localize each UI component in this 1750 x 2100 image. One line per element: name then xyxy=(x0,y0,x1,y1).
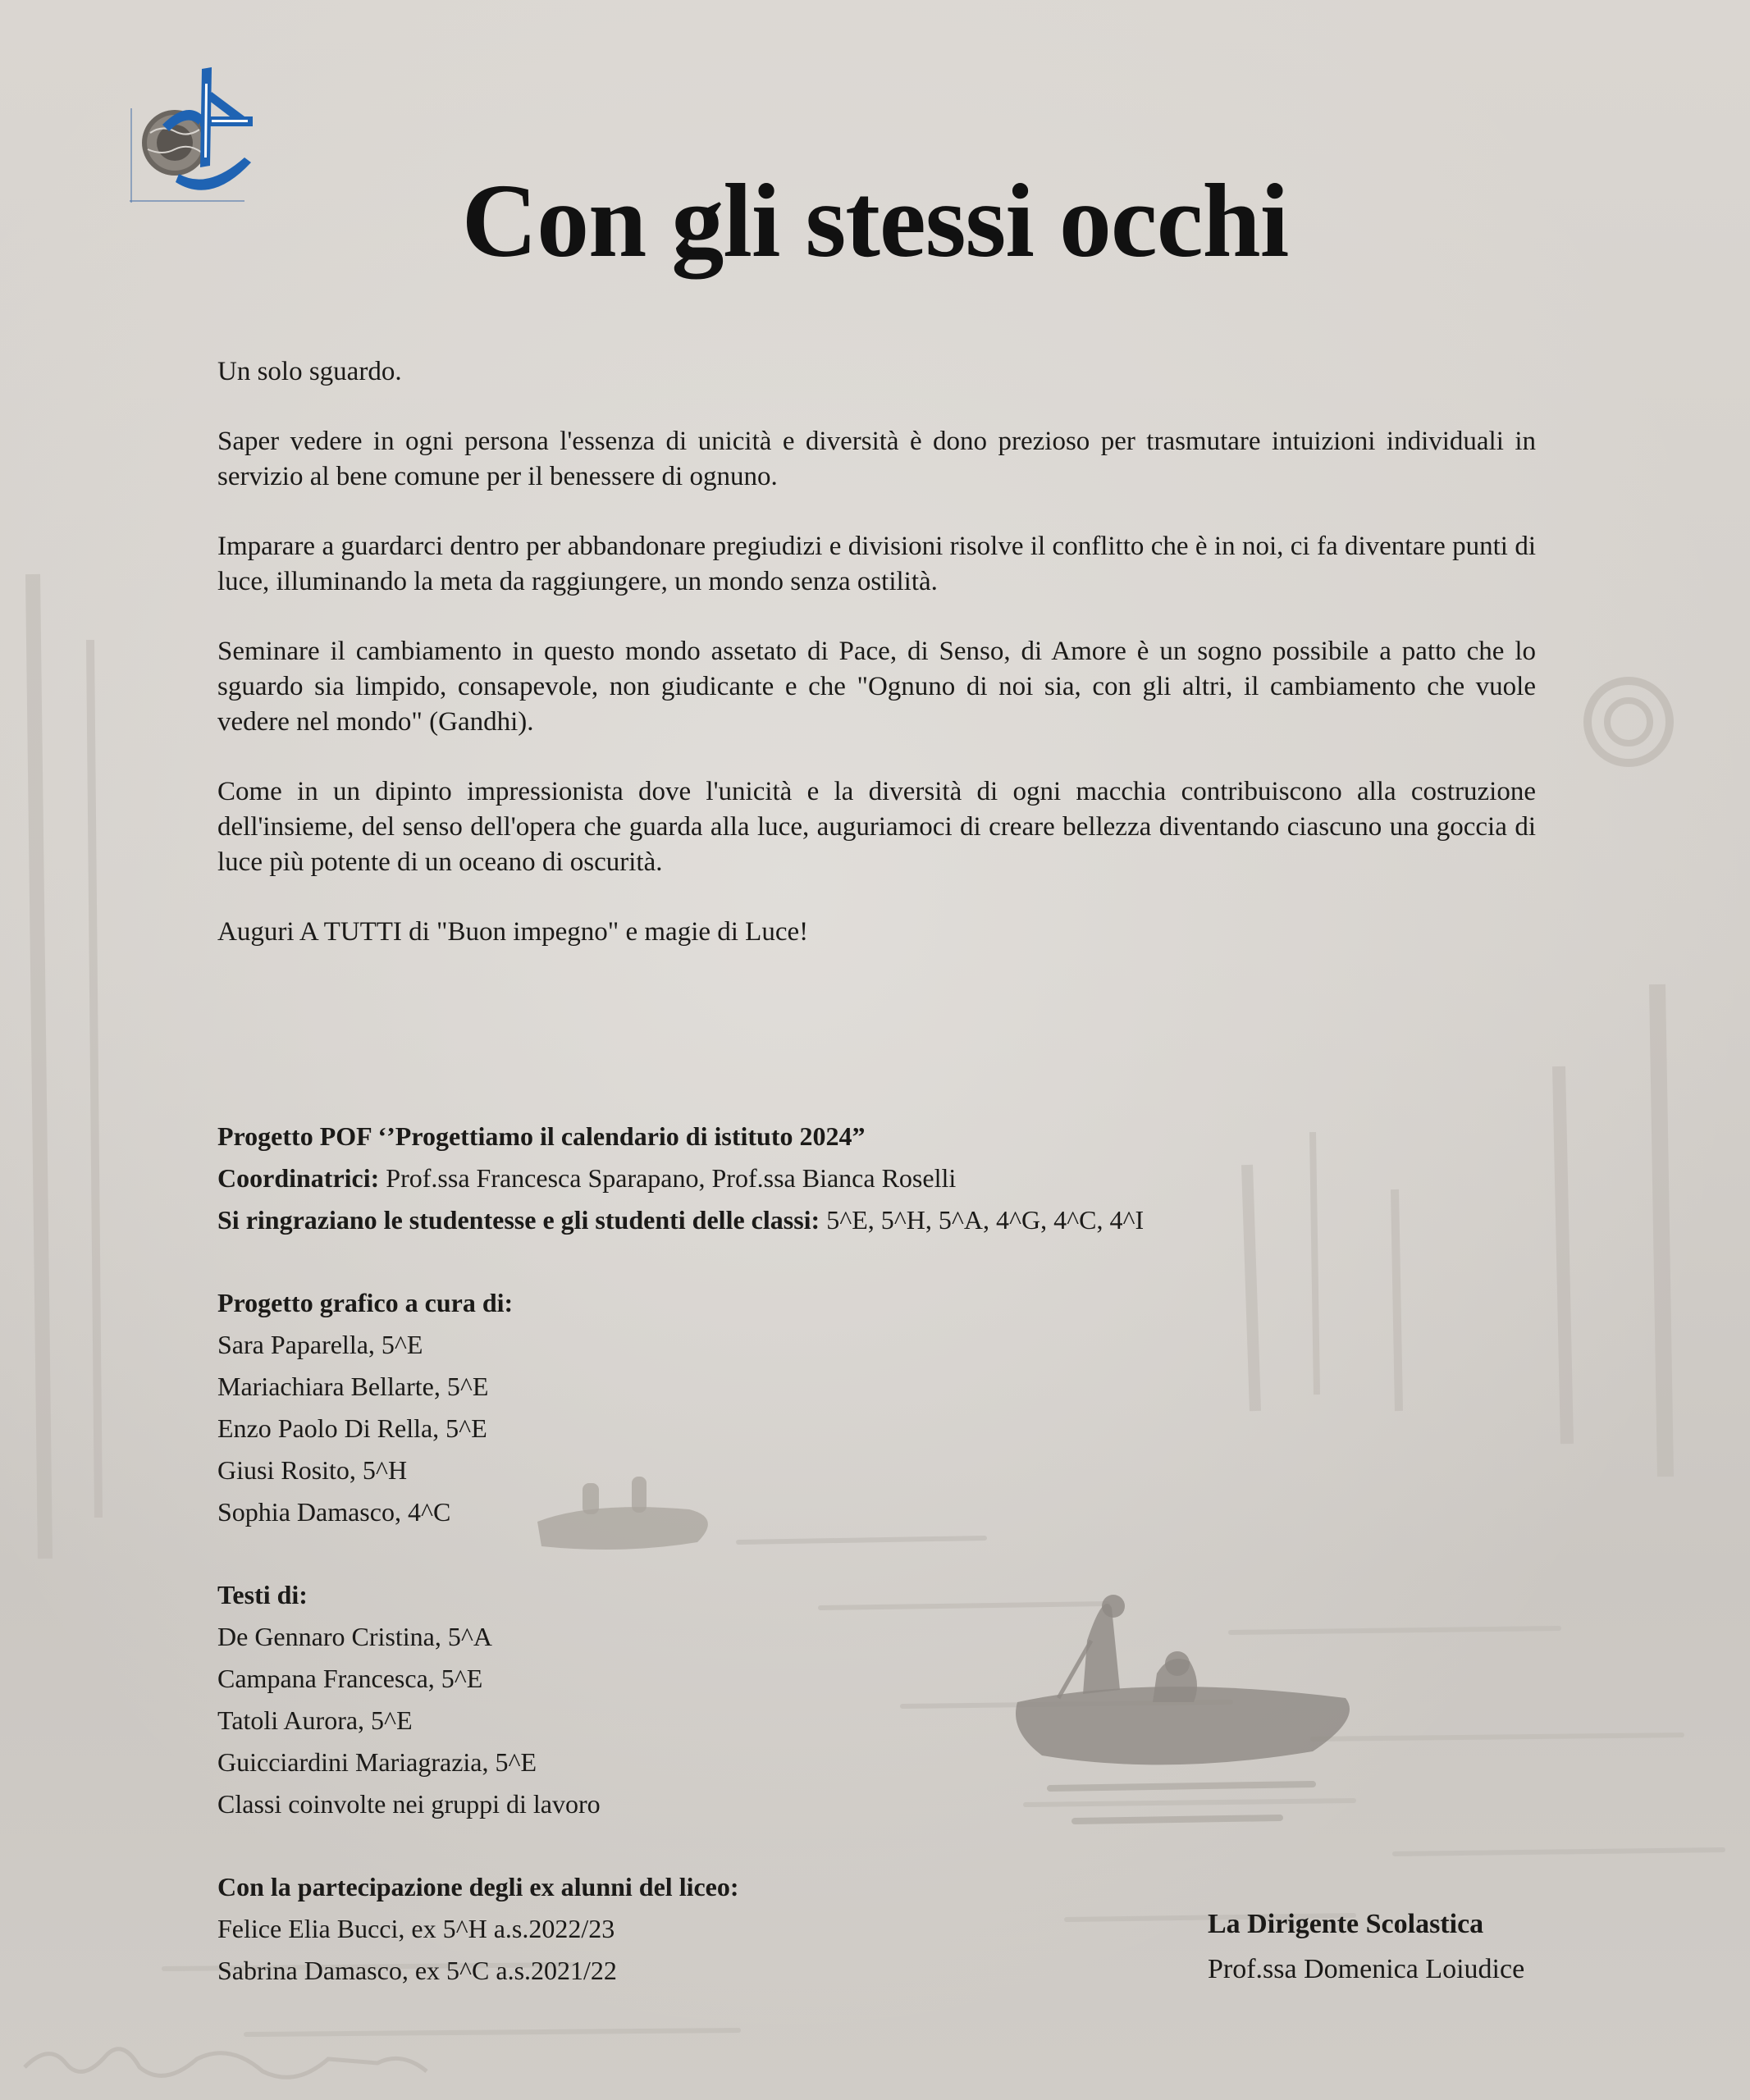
signature-role: La Dirigente Scolastica xyxy=(1208,1909,1484,1939)
list-item: Campana Francesca, 5^E xyxy=(217,1664,483,1693)
intro-text xyxy=(217,354,1536,984)
texts-heading: Testi di: xyxy=(217,1580,308,1609)
list-item: Sophia Damasco, 4^C xyxy=(217,1497,451,1527)
paragraph: Imparare a guardarci dentro per abbandonare pregiudizi e divisioni risolve il conflitto che è in noi, ci fa diventare punti di luce, illuminando la meta da raggiungere, un mondo senza ostilità. xyxy=(217,532,1536,596)
coordinators-label: Coordinatrici: xyxy=(217,1163,380,1193)
list-item: Tatoli Aurora, 5^E xyxy=(217,1705,413,1735)
graphic-design-heading: Progetto grafico a cura di: xyxy=(217,1288,514,1317)
signature-name: Prof.ssa Domenica Loiudice xyxy=(1208,1954,1525,1984)
paragraph: Un solo sguardo. xyxy=(217,357,402,386)
paragraph: Seminare il cambiamento in questo mondo assetato di Pace, di Senso, di Amore è un sogno possibile a patto che lo sguardo sia limpido, consapevole, non giudicante e che "Ognuno di noi sia, con gli altri, il cambiamento che vuole vedere nel mondo" (Gandhi). xyxy=(217,637,1536,737)
list-item: Mariachiara Bellarte, 5^E xyxy=(217,1372,489,1401)
thanks-label: Si ringraziano le studentesse e gli studenti delle classi: xyxy=(217,1205,820,1235)
signature-block xyxy=(1208,1901,1634,1992)
list-item: Sara Paparella, 5^E xyxy=(217,1330,423,1359)
project-heading: Progetto POF ‘’Progettiamo il calendario di istituto 2024” xyxy=(217,1121,866,1151)
list-item: Giusi Rosito, 5^H xyxy=(217,1455,408,1485)
list-item: Enzo Paolo Di Rella, 5^E xyxy=(217,1413,487,1443)
thanks-line xyxy=(217,1199,1284,1241)
list-item: Sabrina Damasco, ex 5^C a.s.2021/22 xyxy=(217,1956,617,1985)
list-item: Guicciardini Mariagrazia, 5^E xyxy=(217,1747,537,1777)
coordinators-line xyxy=(217,1157,1284,1199)
credits-section xyxy=(217,1116,1284,1992)
coordinators-value: Prof.ssa Francesca Sparapano, Prof.ssa Bianca Roselli xyxy=(379,1163,957,1193)
list-item: De Gennaro Cristina, 5^A xyxy=(217,1622,492,1651)
page-title: Con gli stessi occhi xyxy=(461,162,1289,279)
paragraph: Saper vedere in ogni persona l'essenza di unicità e diversità è dono prezioso per trasmutare intuizioni individuali in servizio al bene comune per il benessere di ognuno. xyxy=(217,427,1536,491)
thanks-value: 5^E, 5^H, 5^A, 4^G, 4^C, 4^I xyxy=(820,1205,1145,1235)
list-item: Classi coinvolte nei gruppi di lavoro xyxy=(217,1789,601,1819)
alumni-heading: Con la partecipazione degli ex alunni del liceo: xyxy=(217,1872,739,1901)
paragraph: Auguri A TUTTI di "Buon impegno" e magie di Luce! xyxy=(217,917,809,947)
list-item: Felice Elia Bucci, ex 5^H a.s.2022/23 xyxy=(217,1914,615,1943)
paragraph: Come in un dipinto impressionista dove l'unicità e la diversità di ogni macchia contribuiscono alla costruzione dell'insieme, del senso dell'opera che guarda alla luce, auguriamoci di creare bellezza diventando ciascuno una goccia di luce più potente di un oceano di oscurità. xyxy=(217,777,1536,877)
